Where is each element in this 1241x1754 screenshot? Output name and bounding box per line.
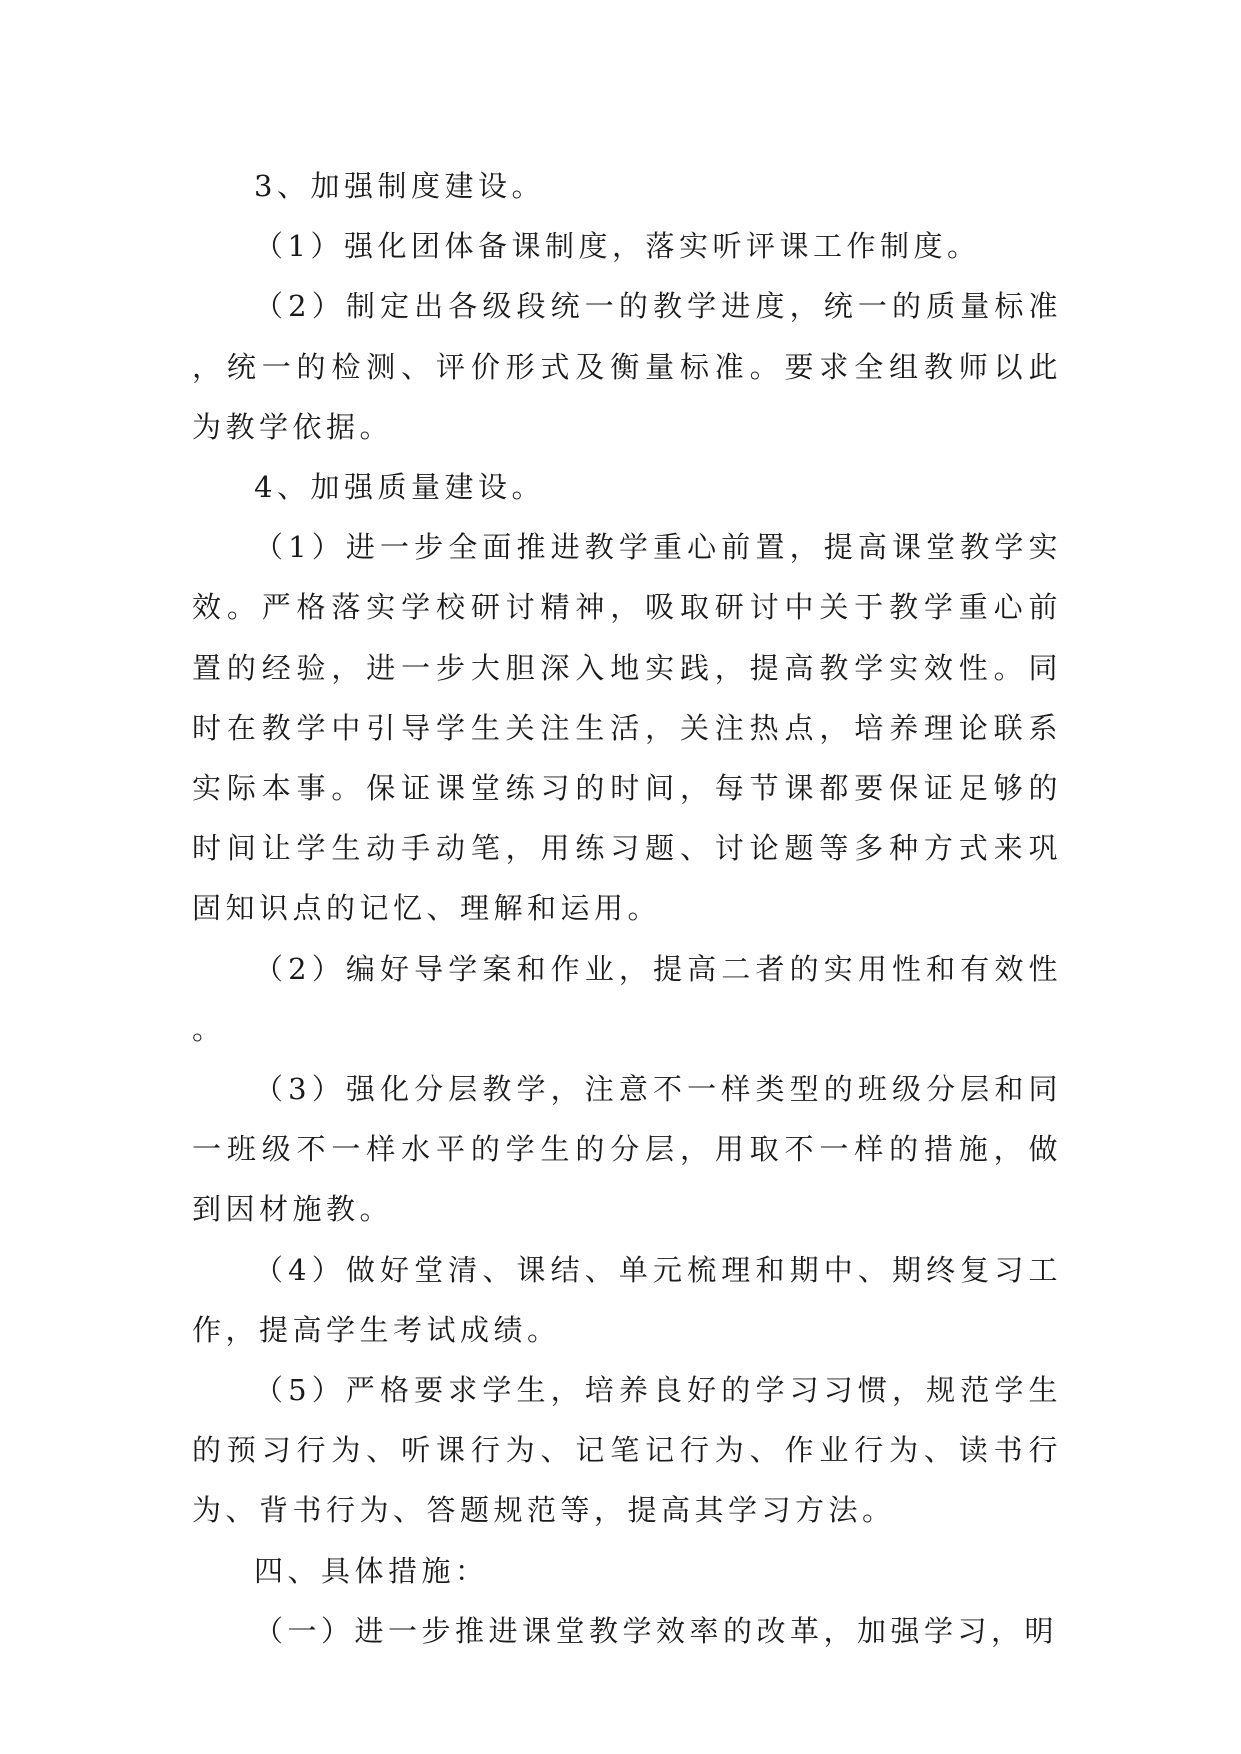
paragraph-four-1: （一）进一步推进课堂教学效率的改革，加强学习，明 <box>254 1613 1059 1648</box>
paragraph-4-5: （5）严格要求学生，培养良好的学习习惯，规范学生的预习行为、听课行为、记笔记行为、作业行为、读书行为、背书行为、答题规范等，提高其学习方法。 <box>192 1373 1062 1528</box>
paragraph-4-2: （2）编好导学案和作业，提高二者的实用性和有效性。 <box>192 951 1062 1046</box>
document-body <box>192 156 1062 1661</box>
paragraph-4-3: （3）强化分层教学，注意不一样类型的班级分层和同一班级不一样水平的学生的分层，用取不一样的措施，做到因材施教。 <box>192 1072 1062 1227</box>
paragraph-3-1: （1）强化团体备课制度，落实听评课工作制度。 <box>254 229 981 264</box>
paragraph-section-3-heading: 3、加强制度建设。 <box>254 169 545 203</box>
paragraph-4-4: （4）做好堂清、课结、单元梳理和期中、期终复习工作，提高学生考试成绩。 <box>192 1252 1062 1347</box>
paragraph-section-four-heading: 四、具体措施： <box>254 1553 489 1588</box>
paragraph-4-1: （1）进一步全面推进教学重心前置，提高课堂教学实效。严格落实学校研讨精神，吸取研讨中关于教学重心前置的经验，进一步大胆深入地实践，提高教学实效性。同时在教学中引导学生关注生活，关注热点，培养理论联系实际本事。保证课堂练习的时间，每节课都要保证足够的时间让学生动手动笔，用练习题、讨论题等多种方式来巩固知识点的记忆、理解和运用。 <box>192 530 1062 926</box>
paragraph-section-4-heading: 4、加强质量建设。 <box>254 470 545 505</box>
paragraph-3-2: （2）制定出各级段统一的教学进度，统一的质量标准，统一的检测、评价形式及衡量标准。要求全组教师以此为教学依据。 <box>192 289 1062 444</box>
